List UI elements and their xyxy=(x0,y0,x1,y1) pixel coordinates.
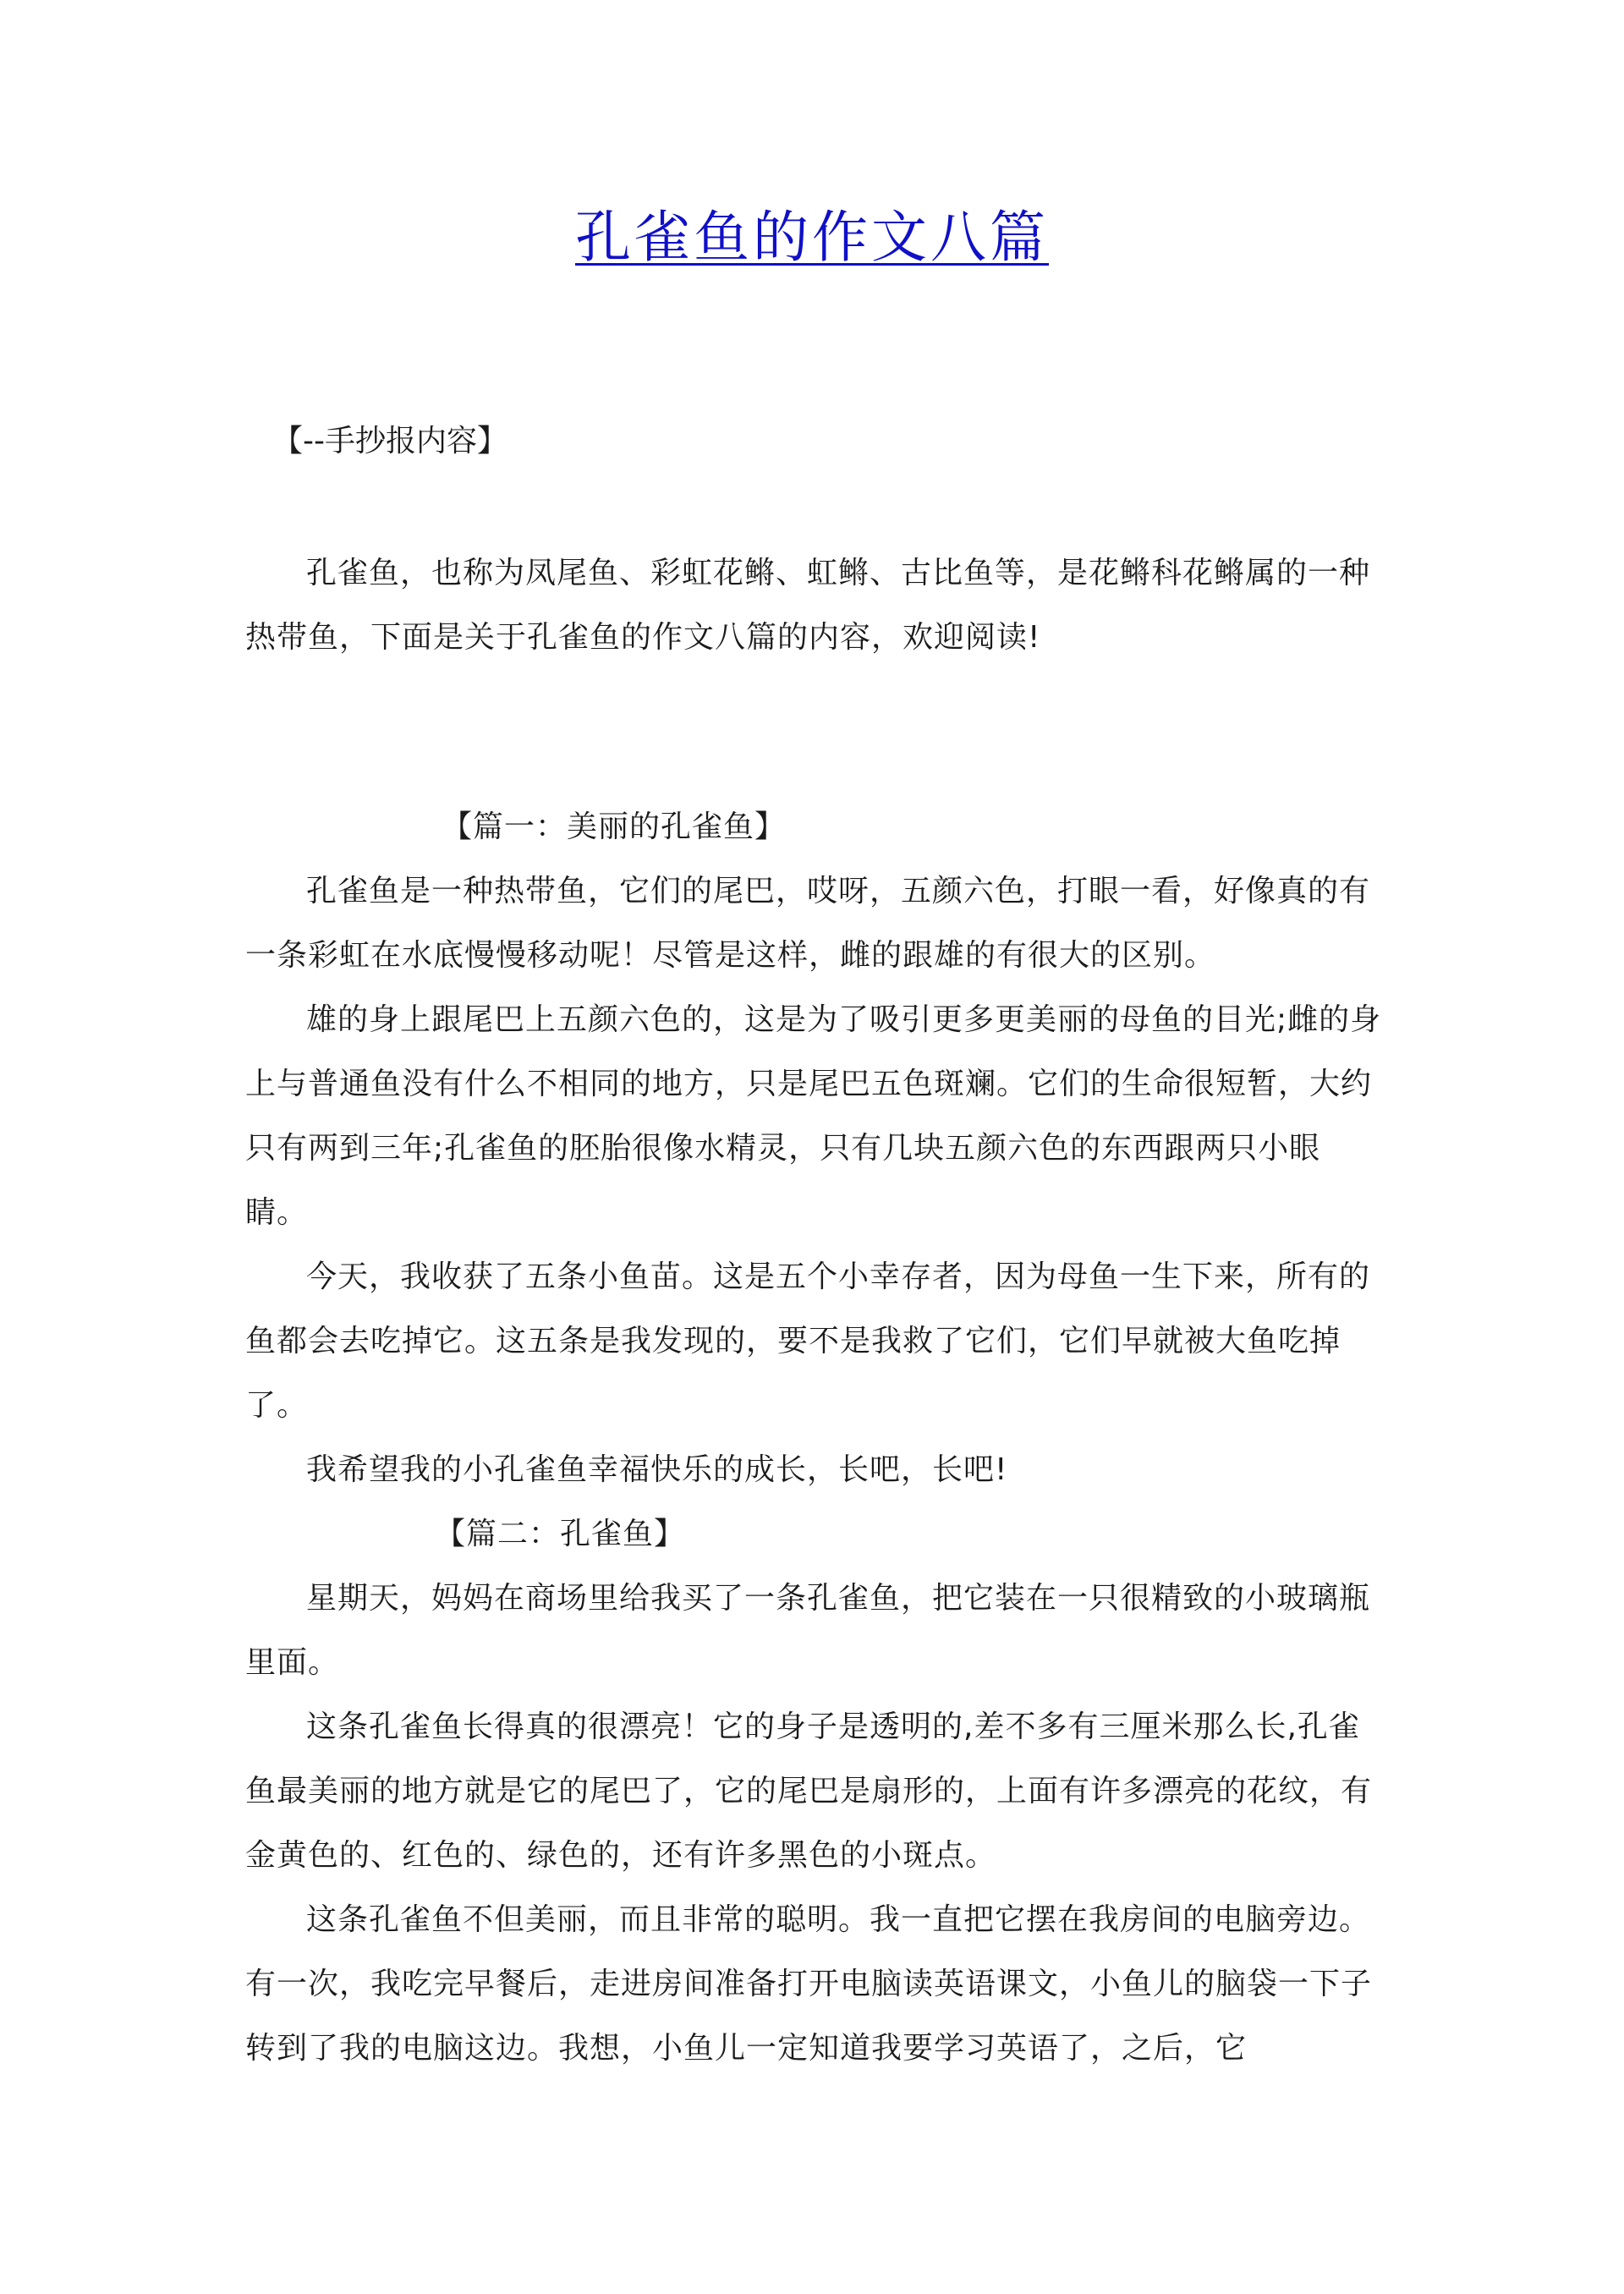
section2-paragraph: 这条孔雀鱼长得真的很漂亮！它的身子是透明的,差不多有三厘米那么长,孔雀鱼最美丽的地方就是它的尾巴了，它的尾巴是扇形的，上面有许多漂亮的花纹，有金黄色的、红色的、绿色的，还有许多黑色的小斑点。 xyxy=(245,1710,1373,1873)
section2-paragraph: 这条孔雀鱼不但美丽，而且非常的聪明。我一直把它摆在我房间的电脑旁边。有一次，我吃完早餐后，走进房间准备打开电脑读英语课文，小鱼儿的脑袋一下子转到了我的电脑这边。我想，小鱼儿一定知道我要学习英语了，之后，它 xyxy=(245,1902,1373,2066)
section-heading-2: 【篇二：孔雀鱼】 xyxy=(435,1517,686,1551)
intro-block xyxy=(245,541,1382,670)
section1-paragraph: 孔雀鱼是一种热带鱼，它们的尾巴，哎呀，五颜六色，打眼一看，好像真的有一条彩虹在水底慢慢移动呢！尽管是这样，雌的跟雄的有很大的区别。 xyxy=(245,874,1371,973)
section-heading-1: 【篇一：美丽的孔雀鱼】 xyxy=(442,809,787,844)
tag-label: 【--手抄报内容】 xyxy=(272,424,508,458)
sections-block xyxy=(245,795,1382,2081)
document-title-link[interactable]: 孔雀鱼的作文八篇 xyxy=(575,205,1049,270)
section1-paragraph: 我希望我的小孔雀鱼幸福快乐的成长，长吧，长吧! xyxy=(306,1452,1008,1487)
section1-paragraph: 雄的身上跟尾巴上五颜六色的，这是为了吸引更多更美丽的母鱼的目光;雌的身上与普通鱼没有什么不相同的地方，只是尾巴五色斑斓。它们的生命很短暂，大约只有两到三年;孔雀鱼的胚胎很像水精灵，只有几块五颜六色的东西跟两只小眼睛。 xyxy=(245,1002,1382,1230)
intro-paragraph: 孔雀鱼，也称为凤尾鱼、彩虹花鳉、虹鳉、古比鱼等，是花鳉科花鳉属的一种热带鱼，下面是关于孔雀鱼的作文八篇的内容，欢迎阅读! xyxy=(245,556,1371,655)
document-title[interactable] xyxy=(0,200,1624,276)
section2-paragraph: 星期天，妈妈在商场里给我买了一条孔雀鱼，把它装在一只很精致的小玻璃瓶里面。 xyxy=(245,1581,1371,1680)
section1-paragraph: 今天，我收获了五条小鱼苗。这是五个小幸存者，因为母鱼一生下来，所有的鱼都会去吃掉它。这五条是我发现的，要不是我救了它们，它们早就被大鱼吃掉了。 xyxy=(245,1260,1371,1423)
